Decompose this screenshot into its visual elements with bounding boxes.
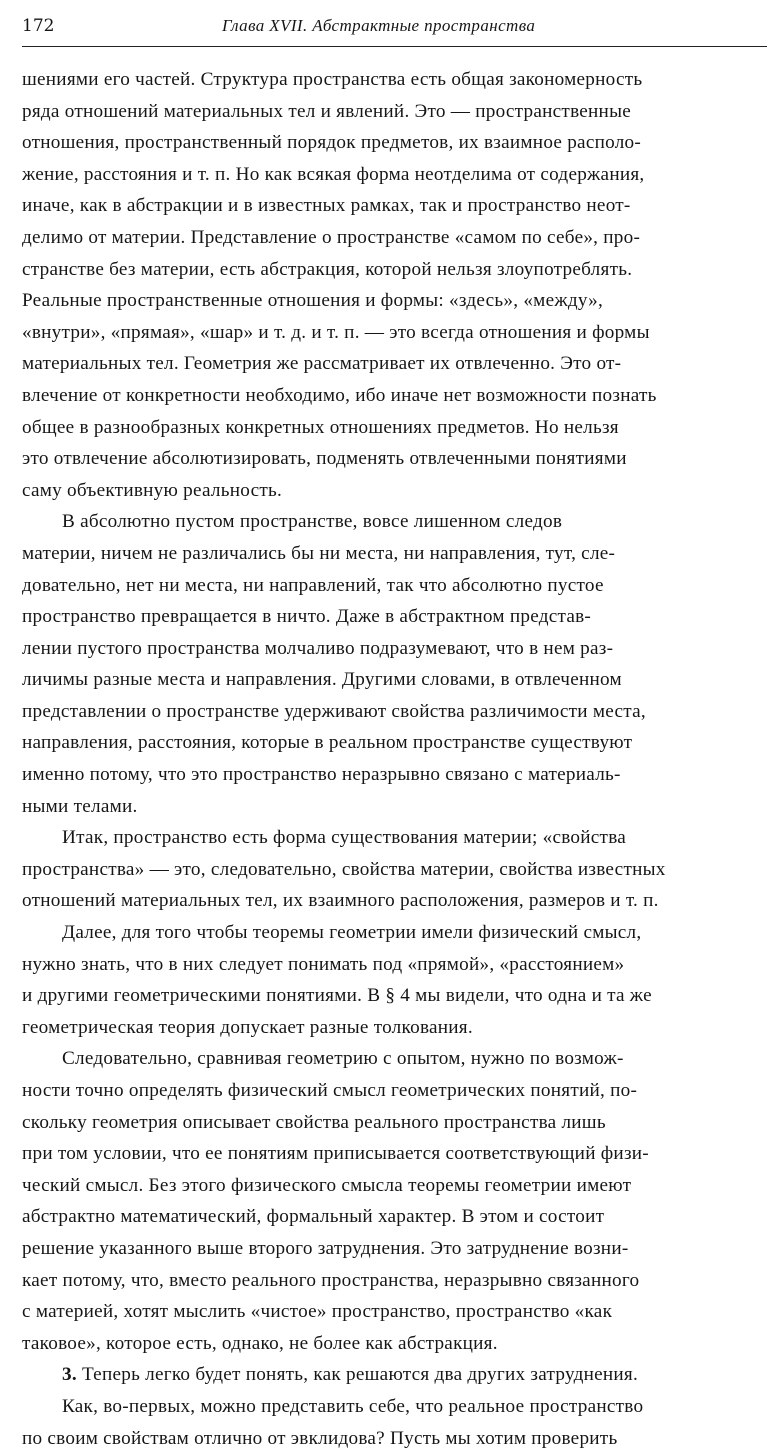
page-header xyxy=(22,16,767,47)
line-text: общее в разнообразных конкретных отношениях предметов. Но нельзя xyxy=(22,416,619,438)
text-line xyxy=(22,1265,767,1297)
text-line xyxy=(22,1233,767,1265)
line-text: Далее, для того чтобы теоремы геометрии имели физический смысл, xyxy=(62,922,642,944)
line-text: лении пустого пространства молчаливо подразумевают, что в нем раз- xyxy=(22,637,614,659)
text-line xyxy=(22,570,767,602)
line-text: ряда отношений материальных тел и явлений. Это — пространственные xyxy=(22,100,631,122)
text-line xyxy=(22,1359,767,1391)
text-line xyxy=(22,348,767,380)
line-text: довательно, нет ни места, ни направлений, так что абсолютно пустое xyxy=(22,574,604,596)
text-line xyxy=(22,222,767,254)
line-text: жение, расстояния и т. п. Но как всякая форма неотделима от содержания, xyxy=(22,163,645,185)
line-text: направления, расстояния, которые в реальном пространстве существуют xyxy=(22,732,633,754)
text-line xyxy=(22,601,767,633)
line-text: Теперь легко будет понять, как решаются два других затруднения. xyxy=(81,1364,639,1386)
text-line xyxy=(22,1391,767,1423)
text-line xyxy=(22,254,767,286)
text-line xyxy=(22,127,767,159)
text-line xyxy=(22,727,767,759)
body-text xyxy=(22,64,767,1454)
section-number: 3. xyxy=(62,1364,77,1386)
text-line xyxy=(22,696,767,728)
text-line xyxy=(22,538,767,570)
text-line xyxy=(22,1107,767,1139)
line-text: по своим свойствам отлично от эвклидова? Пусть мы хотим проверить xyxy=(22,1427,618,1449)
line-text: при том условии, что ее понятиям приписывается соответствующий физи- xyxy=(22,1143,649,1165)
line-text: абстрактно математический, формальный характер. В этом и состоит xyxy=(22,1206,605,1228)
line-text: странстве без материи, есть абстракция, которой нельзя злоупотреблять. xyxy=(22,258,633,280)
text-line xyxy=(22,190,767,222)
text-line xyxy=(22,1012,767,1044)
line-text: именно потому, что это пространство неразрывно связано с материаль- xyxy=(22,764,621,786)
line-text: пространство превращается в ничто. Даже в абстрактном представ- xyxy=(22,606,592,628)
text-line xyxy=(22,159,767,191)
line-text: влечение от конкретности необходимо, ибо иначе нет возможности познать xyxy=(22,384,657,406)
text-line xyxy=(22,633,767,665)
running-title: Глава XVII. Абстрактные пространства xyxy=(222,16,536,35)
text-line xyxy=(22,96,767,128)
text-line xyxy=(22,885,767,917)
line-text: отношения, пространственный порядок предметов, их взаимное располо- xyxy=(22,132,642,154)
line-text: отношений материальных тел, их взаимного расположения, размеров и т. п. xyxy=(22,890,659,912)
line-text: и другими геометрическими понятиями. В § 4 мы видели, что одна и та же xyxy=(22,985,652,1007)
line-text: представлении о пространстве удерживают свойства различимости места, xyxy=(22,700,646,722)
line-text: с материей, хотят мыслить «чистое» пространство, пространство «как xyxy=(22,1301,613,1323)
text-line xyxy=(22,285,767,317)
text-line xyxy=(22,443,767,475)
text-line xyxy=(22,854,767,886)
line-text: Следовательно, сравнивая геометрию с опытом, нужно по возмож- xyxy=(62,1048,624,1070)
text-line xyxy=(22,412,767,444)
line-text: ными телами. xyxy=(22,795,138,817)
text-line xyxy=(22,1328,767,1360)
line-text: пространства» — это, следовательно, свойства материи, свойства известных xyxy=(22,858,666,880)
line-text: Итак, пространство есть форма существования материи; «свойства xyxy=(62,827,627,849)
text-line xyxy=(22,664,767,696)
line-text: шениями его частей. Структура пространства есть общая закономерность xyxy=(22,69,643,90)
text-line xyxy=(22,1138,767,1170)
line-text: ности точно определять физический смысл геометрических понятий, по- xyxy=(22,1080,638,1101)
text-line xyxy=(22,822,767,854)
line-text: личимы разные места и направления. Другими словами, в отвлеченном xyxy=(22,669,622,691)
line-text: ческий смысл. Без этого физического смысла теоремы геометрии имеют xyxy=(22,1174,632,1196)
text-line xyxy=(22,759,767,791)
line-text: нужно знать, что в них следует понимать под «прямой», «расстоянием» xyxy=(22,953,625,975)
page-number: 172 xyxy=(22,16,55,36)
line-text: материи, ничем не различались бы ни места, ни направления, тут, сле- xyxy=(22,542,616,564)
line-text: решение указанного выше второго затруднения. Это затруднение возни- xyxy=(22,1237,629,1259)
text-line xyxy=(22,1201,767,1233)
line-text: В абсолютно пустом пространстве, вовсе лишенном следов xyxy=(62,511,563,533)
line-text: саму объективную реальность. xyxy=(22,479,283,501)
text-line xyxy=(22,1296,767,1328)
text-line xyxy=(22,475,767,507)
text-line xyxy=(22,1043,767,1075)
line-text: таковое», которое есть, однако, не более как абстракция. xyxy=(22,1332,498,1354)
text-line xyxy=(22,1170,767,1202)
line-text: Реальные пространственные отношения и формы: «здесь», «между», xyxy=(22,290,604,312)
text-line xyxy=(22,506,767,538)
text-line xyxy=(22,1075,767,1107)
line-text: делимо от материи. Представление о пространстве «самом по себе», про- xyxy=(22,226,641,248)
text-line xyxy=(22,380,767,412)
line-text: это отвлечение абсолютизировать, подменять отвлеченными понятиями xyxy=(22,448,627,470)
line-text: Как, во-первых, можно представить себе, что реальное пространство xyxy=(62,1395,644,1417)
line-text: скольку геометрия описывает свойства реального пространства лишь xyxy=(22,1111,606,1133)
line-text: материальных тел. Геометрия же рассматривает их отвлеченно. Это от- xyxy=(22,353,622,375)
line-text: кает потому, что, вместо реального пространства, неразрывно связанного xyxy=(22,1269,640,1291)
line-text: геометрическая теория допускает разные толкования. xyxy=(22,1016,473,1038)
line-text: «внутри», «прямая», «шар» и т. д. и т. п. — это всегда отношения и формы xyxy=(22,321,650,343)
text-line xyxy=(22,64,767,96)
text-line xyxy=(22,917,767,949)
line-text: иначе, как в абстракции и в известных рамках, так и пространство неот- xyxy=(22,195,631,217)
text-line xyxy=(22,791,767,823)
text-line xyxy=(22,949,767,981)
text-line xyxy=(22,1423,767,1454)
text-line xyxy=(22,980,767,1012)
text-line xyxy=(22,317,767,349)
